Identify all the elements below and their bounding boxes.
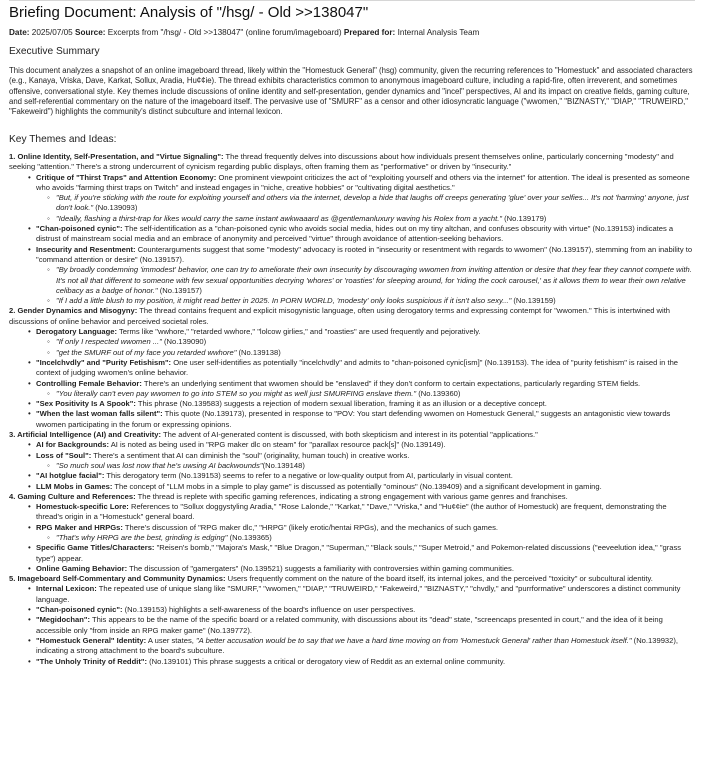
- theme-bullet: [27, 224, 695, 245]
- bullet-text: The repeated use of unique slang like "SMURF," "wwomen," "DIAP," "TRUWEIRD," "Fakeweird," "BIZNASTY," "chvdly," and "purrformative" underscores a distinct community language.: [36, 584, 681, 604]
- bullet-text: One user self-identifies as potentially "incelchvdly" and admits to "chan-poisoned cynic[ism]" (No.139153). The idea of "purity fetishism" is raised in the context of judging wwomen's online behavior.: [36, 357, 679, 378]
- quote-text: "That's why HRPG are the best, grinding is edging": [56, 532, 228, 542]
- theme-title: 3. Artificial Intelligence (AI) and Creativity:: [9, 430, 162, 440]
- bullet-label: LLM Mobs in Games:: [36, 481, 113, 491]
- bullet-label: RPG Maker and HRPGs:: [36, 522, 123, 532]
- bullet-label: "AI hotglue facial":: [36, 471, 105, 481]
- theme-bullet: [27, 502, 695, 523]
- theme-bullet: [27, 657, 695, 667]
- theme-bullet: [27, 379, 695, 389]
- quote-item: [47, 214, 695, 224]
- bullet-text: "Reisen's bomb," "Majora's Mask," "Blue Dragon," "Superman," "Black souls," "Super Metroid," and Pokemon-related discussions ("eeveelution idea," "grass type") appear.: [36, 543, 682, 563]
- bullet-label: "The Unholy Trinity of Reddit":: [36, 656, 147, 666]
- quote-text: "But, if you're sticking with the route for exploiting yourself and others via the internet, develop a hide that laughs off creeps generating 'glue' over your selfies... It's not 'harming' anyone, just don't look.": [56, 193, 689, 213]
- theme-description: The advent of AI-generated content is discussed, with both skepticism and interest in its potential "applications.": [161, 430, 538, 440]
- theme-bullet: [27, 543, 695, 564]
- theme-bullet: [27, 605, 695, 615]
- theme-title: 4. Gaming Culture and References:: [9, 491, 136, 501]
- theme-section: [9, 306, 695, 327]
- bullet-text: This appears to be the name of the specific board or a related community, with discussions about its "dead" state, "screencaps presented in court," and the idea of it being accessible only "from inside an RPG maker game" (No.139772).: [36, 615, 663, 635]
- top-divider: [9, 0, 695, 1]
- bullet-text: A user states,: [146, 635, 196, 645]
- date-label: Date:: [9, 28, 30, 37]
- source-value: Excerpts from "/hsg/ - Old >>138047" (online forum/imageboard): [105, 28, 344, 37]
- quote-reference: (No.139360): [416, 388, 461, 398]
- quote-item: [47, 533, 695, 543]
- theme-bullet: [27, 584, 695, 605]
- theme-bullet: [27, 173, 695, 194]
- quote-item: [47, 265, 695, 296]
- theme-bullet: [27, 327, 695, 337]
- bullet-label: Online Gaming Behavior:: [36, 563, 128, 573]
- theme-description: The thread is replete with specific gaming references, indicating a strong engagement with various game genres and franchises.: [135, 491, 568, 501]
- theme-bullet: [27, 245, 695, 266]
- bullet-label: Insecurity and Resentment:: [36, 244, 136, 254]
- bullet-text: The concept of "LLM mobs in a simple to play game" is discussed as potentially "ominous" (No.139409) and a significant development in gaming.: [112, 481, 602, 491]
- bullet-text: The self-identification as a "chan-poisoned cynic who avoids social media, hides out on my tiny altchan, and confuses obscurity with virtue" (No.139153) indicates a distrust of mainstream social media and an embrace of anonymity and perceived "virtue" through avoidance of attention-seeking behaviors.: [36, 224, 674, 244]
- bullet-text: The discussion of "gamergaters" (No.139521) suggests a familiarity with controversies within gaming communities.: [127, 563, 514, 573]
- bullet-label: Derogatory Language:: [36, 327, 118, 337]
- quote-reference: (No.139157): [157, 285, 202, 295]
- theme-title: 2. Gender Dynamics and Misogyny:: [9, 306, 138, 316]
- theme-bullet: [27, 523, 695, 533]
- theme-bullet: [27, 636, 695, 657]
- theme-description: The thread frequently delves into discussions about how individuals present themselves online, particularly concerning "modesty" and seeking "attention." There's a strong undercurrent of cynicism regarding public displays, often framing them as "performative" or driven by "insecurity.": [9, 152, 674, 172]
- theme-section: [9, 430, 695, 440]
- bullet-text: There's an underlying sentiment that wwomen should be "enslaved" if they don't conform to certain expectations, particularly regarding STEM fields.: [141, 378, 641, 388]
- theme-bullet: [27, 440, 695, 450]
- theme-bullet: [27, 399, 695, 409]
- theme-section: [9, 574, 695, 584]
- theme-bullet: [27, 615, 695, 636]
- quote-text: "If I add a little blush to my position, it might read better in 2025. In PORN WORLD, 'modesty' only looks suspicious if it isn't also sexy...": [56, 296, 512, 306]
- theme-bullet: [27, 409, 695, 430]
- theme-bullet: [27, 471, 695, 481]
- bullet-text: AI is noted as being used in "RPG maker dlc on steam" for "parallax resource pack[s]" (No.139149).: [109, 440, 446, 450]
- bullet-text: References to "Sollux doggystyling Aradia," "Rose Lalonde," "Karkat," "Dave," "Vriska," and "Hu¢¢ie" (the author of Homestuck) are frequent, demonstrating the thread's origin in a "Homestuck" general board.: [36, 502, 667, 522]
- executive-summary-heading: Executive Summary: [9, 46, 100, 57]
- bullet-label: "Homestuck General" Identity:: [36, 635, 147, 645]
- theme-title: 1. Online Identity, Self-Presentation, and "Virtue Signaling":: [9, 152, 224, 161]
- quote-reference: (No.139179): [502, 213, 547, 223]
- theme-description: Users frequently comment on the nature of the board itself, its internal jokes, and the perceived "toxicity" or subcultural identity.: [225, 574, 653, 584]
- theme-section: [9, 152, 695, 173]
- bullet-text: (No.139153) highlights a self-awareness of the board's influence on user perspectives.: [122, 605, 416, 615]
- bullet-label: AI for Backgrounds:: [36, 440, 109, 450]
- quote-text: "You literally can't even pay wwomen to go into STEM so you might as well just SMURFING enslave them.": [56, 388, 417, 398]
- quote-item: [47, 348, 695, 358]
- prepared-value: Internal Analysis Team: [395, 28, 480, 37]
- bullet-text: Terms like "wwhore," "retarded wwhore," "lolcow girlies," and "roasties" are used frequently and pejoratively.: [117, 327, 481, 337]
- bullet-text: This quote (No.139173), presented in response to "POV: You start defending wwomen on Homestuck General," suggests an antagonistic view towards wwomen participating in the forum or expressing opinions.: [36, 409, 671, 429]
- bullet-label: Homestuck-specific Lore:: [36, 502, 129, 512]
- bullet-label: Critique of "Thirst Traps" and Attention Economy:: [36, 172, 217, 182]
- quote-item: [47, 337, 695, 347]
- executive-summary-text: This document analyzes a snapshot of an online imageboard thread, likely within the "Homestuck General" (hsg) community, given the recurring references to "Homestuck" and associated characters (e.g., Kanaya, Vriska, Dave, Karkat, Sollux, Aradia, Hu¢¢ie). The thread exhibits characteristics common to anonymous imageboard culture, including a rapid-fire, often irreverent, and sometimes offensive, conversational style. Key themes include discussions of online identity and self-presentation, gender dynamics and "incel" perspectives, AI and its impact on creative fields, gaming culture, and self-referential commentary on the nature of the imageboard itself. The pervasive use of "SMURF" as a censor and other idiosyncratic language ("wwomen," "BIZNASTY," "DIAP," "TRUWEIRD," "Fakeweird") highlights the community's distinct subculture and internal lexicon.: [9, 66, 693, 117]
- quote-reference: (No.139093): [93, 203, 138, 213]
- bullet-text: There's a sentiment that AI can diminish the "soul" (originality, human touch) in creative works.: [91, 450, 410, 460]
- quote-item: [47, 461, 695, 471]
- bullet-text: (No.139101) This phrase suggests a critical or derogatory view of Reddit as an external online community.: [146, 656, 506, 666]
- quote-item: [47, 389, 695, 399]
- bullet-text: There's discussion of "RPG maker dlc," "HRPG" (likely erotic/hentai RPGs), and the mechanics of such games.: [122, 522, 498, 532]
- bullet-text: Counterarguments suggest that some "modesty" advocacy is rooted in "insecurity or resentment with regards to wwomen" (No.139157), stemming from an inability to "command attention or desire" (No.139157).: [36, 244, 693, 264]
- quote-reference: (No.139138): [236, 347, 281, 357]
- document-title: Briefing Document: Analysis of "/hsg/ - Old >>138047": [9, 4, 369, 21]
- quote-text: "get the SMURF out of my face you retarded wwhore": [56, 347, 237, 357]
- bullet-label: "When the last woman falls silent":: [36, 409, 163, 419]
- bullet-label: "Chan-poisoned cynic":: [36, 605, 123, 615]
- bullet-text-after: (No.139932), indicating a strong attachment to the board's subculture.: [36, 635, 678, 656]
- bullet-label: "Incelchvdly" and "Purity Fetishism":: [36, 357, 172, 367]
- theme-bullet: [27, 564, 695, 574]
- bullet-label: Internal Lexicon:: [36, 584, 97, 594]
- quote-text: "By broadly condemning 'immodest' behavior, one can try to ameliorate their own insecurity by discouraging wwomen from inviting attention or desire that they fear they cannot compete with. It's not all that different to someone with few sexual opportunities decrying 'whores' or 'roasties' for sleeping around, for 'riding the cock carousel,' as it allows them to wear their own relative celibacy as a badge of honor.": [56, 265, 692, 295]
- theme-description: The thread contains frequent and explicit misogynistic language, often using derogatory terms and expressing contempt for "wwomen." This is intertwined with discussions of online behavior and perceived societal roles.: [9, 306, 671, 326]
- quote-reference: (No.139148): [262, 460, 305, 470]
- quote-item: [47, 296, 695, 306]
- date-value: 2025/07/05: [29, 28, 76, 37]
- quote-reference: (No.139159): [511, 296, 556, 306]
- bullet-quote: "A better accusation would be to say that we have a hard time moving on from 'Homestuck General' rather than Homestuck itself.": [195, 635, 632, 645]
- bullet-label: "Megidochan":: [36, 615, 91, 625]
- document-meta: [9, 28, 479, 38]
- quote-text: "Ideally, flashing a thirst-trap for likes would carry the same instant awkwaaard as @gentlemanluxury waving his Rolex from a yacht.": [56, 213, 502, 223]
- quote-reference: (No.139090): [161, 337, 207, 347]
- theme-bullet: [27, 451, 695, 461]
- quote-text: "So much soul was lost now that he's uwsing AI backwounds": [56, 460, 263, 470]
- prepared-label: Prepared for:: [343, 28, 396, 37]
- bullet-text: This derogatory term (No.139153) seems to refer to a negative or low-quality output from AI, particularly in visual content.: [104, 471, 513, 481]
- bullet-text: This phrase (No.139583) suggests a rejection of modern sexual liberation, framing it as an illusion or a deceptive concept.: [135, 399, 547, 409]
- theme-bullet: [27, 482, 695, 492]
- bullet-label: Controlling Female Behavior:: [36, 378, 142, 388]
- bullet-label: "Chan-poisoned cynic":: [36, 224, 123, 234]
- bullet-label: Specific Game Titles/Characters:: [36, 543, 155, 553]
- theme-section: [9, 492, 695, 502]
- theme-bullet: [27, 358, 695, 379]
- source-label: Source:: [75, 28, 106, 37]
- themes-list: [9, 152, 695, 667]
- key-themes-heading: Key Themes and Ideas:: [9, 134, 117, 145]
- bullet-label: Loss of "Soul":: [36, 450, 92, 460]
- bullet-text: One prominent viewpoint criticizes the act of "exploiting yourself and others via the internet" for attention. The ideal is presented as someone who avoids "farming thirst traps on Twitch" and instead engages in "niche, creative hobbies" or "cultivating digital aesthetics.": [36, 172, 690, 192]
- quote-item: [47, 193, 695, 214]
- quote-reference: (No.139365): [227, 532, 272, 542]
- quote-text: "If only I respected wwomen ...": [56, 337, 162, 347]
- theme-title: 5. Imageboard Self-Commentary and Community Dynamics:: [9, 574, 226, 584]
- bullet-label: "Sex Positivity Is A Spook":: [36, 399, 136, 409]
